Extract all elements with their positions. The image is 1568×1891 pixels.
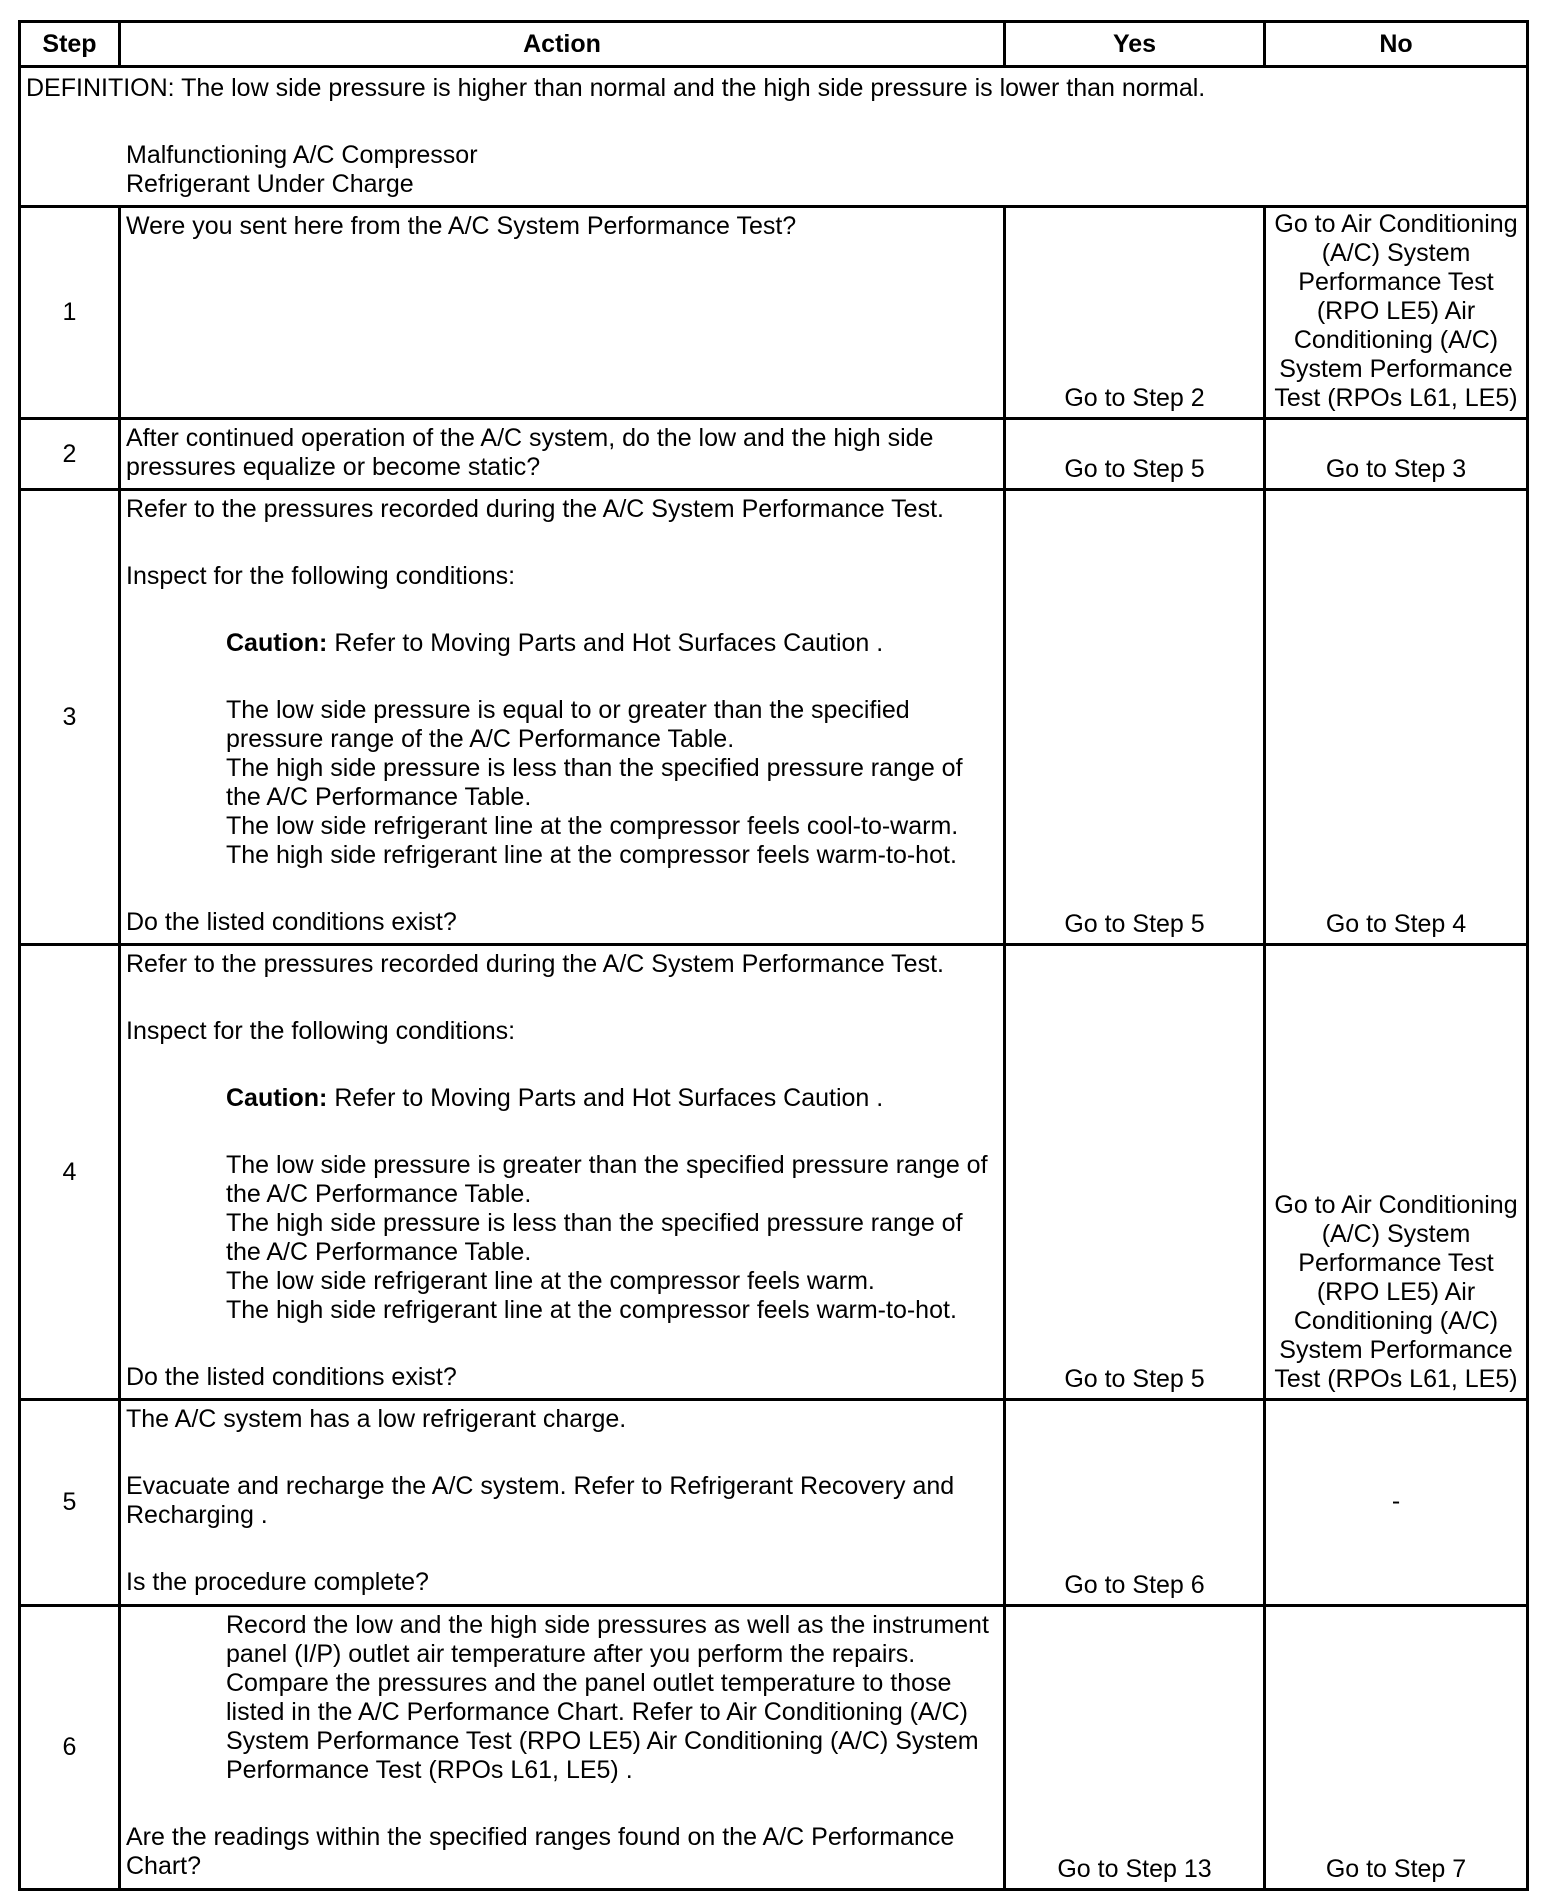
condition-item: The high side pressure is less than the specified pressure range of the A/C Performance Table. — [226, 754, 963, 811]
condition-item: The low side pressure is equal to or greater than the specified pressure range of the A/C Performance Table. — [226, 696, 910, 753]
action-cell — [120, 1606, 1005, 1890]
header-yes: Yes — [1005, 22, 1265, 67]
action-cell — [120, 1400, 1005, 1606]
cause-list — [26, 141, 1522, 199]
cause-item: Malfunctioning A/C Compressor — [126, 141, 478, 169]
caution-line — [126, 629, 999, 658]
no-link[interactable]: Go to Air Conditioning (A/C) System Performance Test (RPO LE5) Air Conditioning (A/C) System Performance Test (RPOs L61, LE5) — [1265, 207, 1528, 419]
step-intro: The A/C system has a low refrigerant charge. — [126, 1405, 627, 1433]
header-no: No — [1265, 22, 1528, 67]
condition-list — [126, 1151, 999, 1325]
condition-item: The low side refrigerant line at the compressor feels warm. — [226, 1267, 875, 1295]
condition-item: The low side refrigerant line at the compressor feels cool-to-warm. — [226, 812, 959, 840]
condition-item: The high side pressure is less than the specified pressure range of the A/C Performance Table. — [226, 1209, 963, 1266]
table-row-step-5 — [20, 1400, 1528, 1606]
step-instruction: Evacuate and recharge the A/C system. Refer to Refrigerant Recovery and Recharging . — [126, 1472, 955, 1529]
step-question: Are the readings within the specified ranges found on the A/C Performance Chart? — [126, 1823, 955, 1880]
no-link[interactable]: Go to Step 7 — [1265, 1606, 1528, 1890]
step-number: 4 — [20, 945, 120, 1400]
action-cell — [120, 419, 1005, 490]
step-question: Is the procedure complete? — [126, 1568, 429, 1596]
inspect-label: Inspect for the following conditions: — [126, 1017, 516, 1045]
header-step: Step — [20, 22, 120, 67]
yes-link[interactable]: Go to Step 13 — [1005, 1606, 1265, 1890]
definition-cell — [20, 67, 1528, 207]
yes-link[interactable]: Go to Step 5 — [1005, 490, 1265, 945]
yes-link[interactable]: Go to Step 5 — [1005, 419, 1265, 490]
condition-item: The high side refrigerant line at the compressor feels warm-to-hot. — [226, 841, 957, 869]
caution-label: Caution: — [226, 629, 328, 657]
inspect-label: Inspect for the following conditions: — [126, 562, 516, 590]
action-cell — [120, 945, 1005, 1400]
step-number: 3 — [20, 490, 120, 945]
caution-link[interactable]: Refer to Moving Parts and Hot Surfaces Caution . — [334, 1084, 884, 1112]
header-action: Action — [120, 22, 1005, 67]
step-question: Do the listed conditions exist? — [126, 1363, 457, 1391]
caution-link[interactable]: Refer to Moving Parts and Hot Surfaces Caution . — [334, 629, 884, 657]
step-intro: Refer to the pressures recorded during the A/C System Performance Test. — [126, 950, 944, 978]
action-cell — [120, 490, 1005, 945]
diagnostic-table — [18, 20, 1529, 1891]
no-link[interactable]: Go to Step 3 — [1265, 419, 1528, 490]
no-link[interactable]: Go to Step 4 — [1265, 490, 1528, 945]
step-number: 2 — [20, 419, 120, 490]
step-number: 5 — [20, 1400, 120, 1606]
step-number: 1 — [20, 207, 120, 419]
compare-instruction: Compare the pressures and the panel outlet temperature to those listed in the A/C Performance Chart. Refer to Air Conditioning (A/C) System Performance Test (RPO LE5) Air Conditioning (A/C) System Performance Test (RPOs L61, LE5) . — [226, 1669, 979, 1784]
caution-label: Caution: — [226, 1084, 328, 1112]
table-row-step-3 — [20, 490, 1528, 945]
record-instruction: Record the low and the high side pressures as well as the instrument panel (I/P) outlet air temperature after you perform the repairs. — [226, 1611, 989, 1668]
table-row-step-6 — [20, 1606, 1528, 1890]
condition-item: The high side refrigerant line at the compressor feels warm-to-hot. — [226, 1296, 957, 1324]
step-number: 6 — [20, 1606, 120, 1890]
no-link[interactable]: Go to Air Conditioning (A/C) System Performance Test (RPO LE5) Air Conditioning (A/C) System Performance Test (RPOs L61, LE5) — [1265, 945, 1528, 1400]
table-row-step-1 — [20, 207, 1528, 419]
table-header-row — [20, 22, 1528, 67]
yes-link[interactable]: Go to Step 2 — [1005, 207, 1265, 419]
cause-item: Refrigerant Under Charge — [126, 170, 414, 198]
step-question: After continued operation of the A/C system, do the low and the high side pressures equalize or become static? — [126, 424, 934, 481]
no-value: - — [1265, 1400, 1528, 1606]
definition-text: DEFINITION: The low side pressure is higher than normal and the high side pressure is lower than normal. — [26, 74, 1206, 102]
condition-item: The low side pressure is greater than the specified pressure range of the A/C Performance Table. — [226, 1151, 988, 1208]
yes-link[interactable]: Go to Step 5 — [1005, 945, 1265, 1400]
yes-link[interactable]: Go to Step 6 — [1005, 1400, 1265, 1606]
step-question: Do the listed conditions exist? — [126, 908, 457, 936]
action-cell — [120, 207, 1005, 419]
table-row-step-2 — [20, 419, 1528, 490]
step-question: Were you sent here from the A/C System Performance Test? — [126, 212, 797, 240]
step-intro: Refer to the pressures recorded during the A/C System Performance Test. — [126, 495, 944, 523]
definition-row — [20, 67, 1528, 207]
table-row-step-4 — [20, 945, 1528, 1400]
caution-line — [126, 1084, 999, 1113]
instruction-block — [126, 1611, 999, 1785]
condition-list — [126, 696, 999, 870]
